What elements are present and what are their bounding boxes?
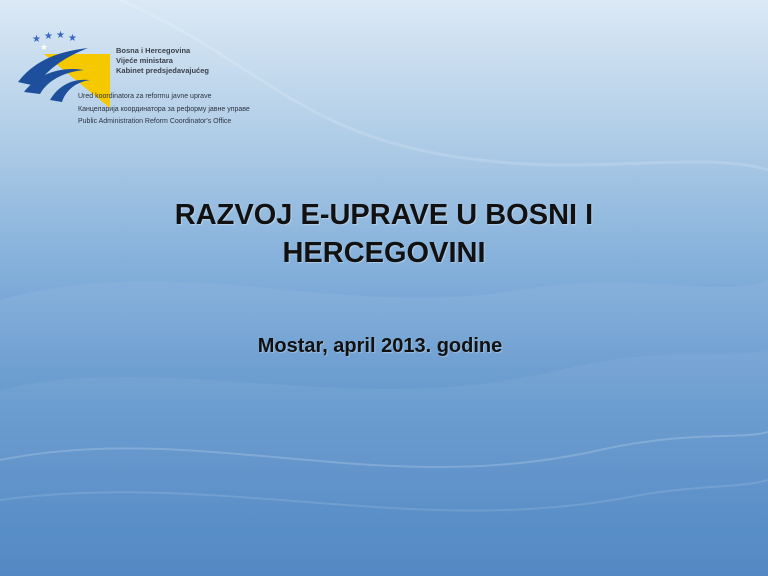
cabinet-name: Kabinet predsjedavajućeg	[116, 66, 209, 75]
slide-title-line-1: RAZVOJ E-UPRAVE U BOSNI I	[174, 199, 594, 231]
slide-title-line-2: HERCEGOVINI	[282, 237, 486, 269]
office-name-cyrillic: Канцеларија координатора за реформу јавне управе	[78, 105, 250, 113]
slide-title	[84, 196, 684, 272]
star-icon: ★	[56, 30, 65, 41]
council-name: Vijeće ministara	[116, 56, 173, 65]
star-icon: ★	[32, 34, 41, 45]
star-icon: ★	[68, 33, 77, 44]
star-icon: ★	[40, 43, 49, 53]
office-name-bosnian: Ured koordinatora za reformu javne uprave	[78, 93, 212, 100]
office-name-english: Public Administration Reform Coordinator's Office	[78, 118, 232, 125]
country-name: Bosna i Hercegovina	[116, 46, 191, 55]
slide-subtitle: Mostar, april 2013. godine	[257, 335, 503, 357]
star-icon: ★	[44, 31, 53, 42]
office-name-block	[78, 91, 250, 129]
organization-header	[116, 46, 209, 76]
